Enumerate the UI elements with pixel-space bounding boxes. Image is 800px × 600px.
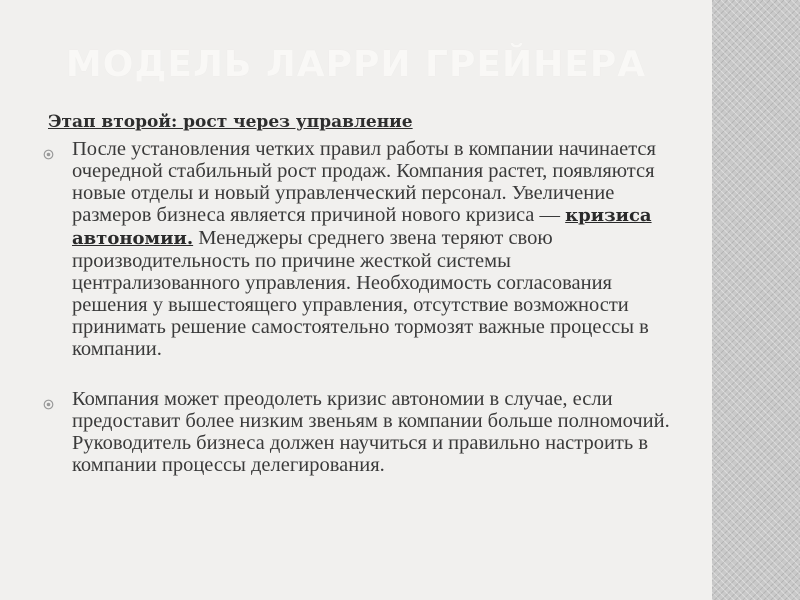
- circle-bullet-icon: [43, 393, 54, 404]
- slide-content: [40, 112, 680, 476]
- slide-title: МОДЕЛЬ ЛАРРИ ГРЕЙНЕРА: [65, 44, 647, 85]
- bullet-text: Компания может преодолеть кризис автономии в случае, если предоставит более низким звеньям в компании больше полномочий. Руководитель бизнеса должен научиться и правильно настроить в компании процессы делегирования.: [72, 388, 670, 476]
- decorative-side-strip: [712, 0, 800, 600]
- bullet-item-1: [40, 138, 680, 360]
- circle-bullet-icon: [43, 143, 54, 154]
- slide-subtitle: Этап второй: рост через управление: [48, 112, 413, 132]
- crisis-keyword: кризиса автономии.: [72, 205, 652, 249]
- bullet-text-before: После установления четких правил работы в компании начинается очередной стабильный рост продаж. Компания растет, появляются новые отделы и новый управленческий персонал. Увеличение размеров бизнеса является причиной нового кризиса —: [72, 138, 656, 226]
- bullet-text-after: Менеджеры среднего звена теряют свою производительность по причине жесткой системы централизованного управления. Необходимость согласования решения у вышестоящего управления, отсутствие возможности принимать решение самостоятельно тормозят важные процессы в компании.: [72, 227, 649, 360]
- bullet-item-2: [40, 388, 680, 476]
